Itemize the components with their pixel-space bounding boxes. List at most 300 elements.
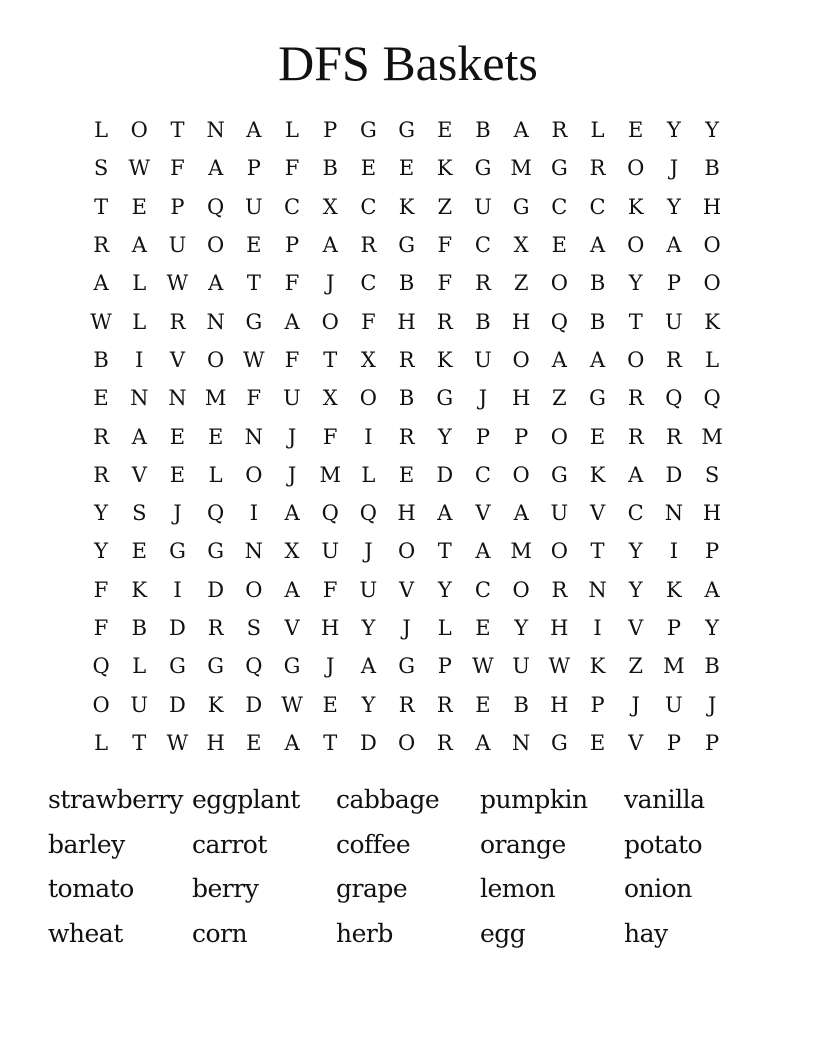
grid-letter: U	[474, 347, 492, 372]
grid-letter: Y	[705, 616, 720, 640]
grid-letter: E	[246, 730, 262, 755]
grid-letter: A	[208, 271, 224, 296]
grid-letter: H	[511, 309, 531, 334]
grid-letter: C	[360, 194, 377, 219]
grid-letter: P	[246, 156, 261, 181]
grid-letter: N	[206, 309, 225, 334]
grid-row	[82, 302, 732, 340]
grid-letter: F	[361, 309, 376, 334]
grid-letter: T	[590, 539, 605, 564]
grid-letter: Y	[94, 501, 109, 526]
grid-letter: D	[359, 730, 377, 755]
grid-letter: L	[361, 462, 376, 487]
grid-letter: E	[589, 424, 606, 449]
grid-letter: N	[664, 501, 684, 526]
grid-letter: A	[284, 730, 300, 755]
grid-letter: Y	[628, 271, 643, 296]
grid-letter: M	[701, 424, 723, 449]
grid-letter: J	[326, 654, 335, 679]
grid-letter: F	[246, 386, 262, 411]
grid-letter: W	[548, 654, 571, 679]
page-title: DFS Baskets	[278, 35, 538, 91]
word-list-item: herb	[336, 918, 393, 948]
grid-row	[82, 111, 732, 149]
grid-letter: W	[128, 156, 151, 181]
grid-letter: I	[669, 539, 679, 564]
grid-row	[82, 149, 732, 187]
grid-letter: G	[512, 194, 530, 219]
grid-letter: E	[93, 386, 109, 411]
word-list-item: egg	[480, 918, 526, 948]
grid-letter: R	[666, 347, 682, 372]
grid-letter: E	[589, 730, 606, 755]
grid-letter: Y	[666, 194, 681, 219]
grid-letter: U	[244, 194, 263, 219]
grid-row	[82, 571, 732, 609]
grid-letter: E	[131, 194, 147, 219]
grid-letter: O	[359, 386, 378, 411]
grid-letter: O	[703, 271, 721, 296]
grid-letter: Y	[437, 424, 452, 449]
grid-letter: D	[245, 692, 263, 717]
grid-letter: Q	[245, 654, 263, 679]
grid-letter: O	[550, 271, 568, 296]
grid-letter: L	[208, 462, 223, 487]
grid-letter: I	[364, 424, 373, 449]
grid-letter: O	[397, 539, 416, 564]
grid-letter: A	[360, 654, 376, 679]
grid-letter: R	[360, 233, 377, 258]
grid-letter: K	[666, 577, 682, 602]
grid-letter: J	[707, 692, 717, 717]
grid-letter: K	[589, 462, 606, 487]
grid-letter: N	[130, 386, 149, 411]
grid-letter: Y	[94, 539, 109, 564]
grid-letter: I	[593, 616, 602, 640]
grid-letter: C	[474, 577, 491, 602]
grid-row	[82, 647, 732, 685]
grid-letter: A	[284, 501, 300, 526]
grid-letter: R	[436, 692, 453, 717]
word-list-item: eggplant	[192, 785, 300, 814]
word-list-item: grape	[336, 874, 408, 903]
grid-letter: Z	[437, 194, 453, 219]
grid-letter: R	[475, 271, 491, 296]
grid-letter: L	[94, 730, 109, 755]
grid-letter: N	[244, 539, 264, 564]
word-list	[48, 778, 768, 956]
grid-letter: Q	[550, 309, 568, 334]
grid-letter: P	[323, 118, 338, 143]
grid-letter: O	[512, 462, 530, 487]
grid-letter: B	[513, 692, 529, 717]
grid-letter: K	[398, 194, 415, 219]
grid-letter: N	[511, 730, 531, 755]
grid-letter: O	[627, 233, 645, 258]
grid-letter: O	[512, 577, 530, 602]
grid-letter: E	[207, 424, 224, 449]
grid-letter: O	[550, 539, 568, 564]
grid-letter: R	[398, 347, 415, 372]
grid-letter: O	[703, 233, 721, 258]
grid-letter: H	[511, 386, 531, 411]
grid-letter: B	[398, 386, 415, 411]
grid-letter: F	[437, 271, 453, 296]
grid-letter: T	[437, 539, 452, 564]
grid-letter: F	[322, 424, 338, 449]
grid-letter: P	[705, 730, 720, 755]
grid-letter: S	[246, 616, 262, 640]
grid-letter: J	[669, 156, 679, 181]
grid-letter: Q	[207, 501, 225, 526]
grid-letter: C	[360, 271, 377, 296]
word-list-item: cabbage	[336, 785, 440, 814]
grid-letter: G	[169, 539, 186, 564]
grid-letter: J	[173, 501, 182, 526]
word-list-item: orange	[480, 829, 566, 859]
grid-letter: Y	[628, 577, 643, 602]
grid-letter: G	[474, 156, 492, 181]
grid-row	[82, 532, 732, 570]
grid-letter: A	[208, 156, 224, 181]
grid-letter: A	[704, 577, 720, 602]
grid-letter: F	[170, 156, 185, 181]
grid-letter: F	[437, 233, 453, 258]
grid-letter: O	[550, 424, 568, 449]
grid-letter: M	[510, 539, 532, 564]
grid-letter: N	[244, 424, 264, 449]
grid-letter: O	[92, 692, 110, 717]
grid-letter: E	[475, 616, 491, 640]
grid-letter: O	[397, 730, 416, 755]
grid-letter: W	[166, 730, 189, 755]
grid-letter: B	[704, 654, 720, 679]
grid-letter: E	[437, 118, 453, 143]
grid-row	[82, 226, 732, 264]
grid-letter: T	[132, 730, 147, 755]
grid-letter: H	[321, 616, 340, 640]
grid-letter: M	[319, 462, 341, 487]
grid-letter: V	[628, 616, 644, 640]
grid-letter: O	[321, 309, 339, 334]
grid-letter: B	[93, 347, 109, 372]
grid-letter: N	[168, 386, 187, 411]
grid-letter: K	[436, 156, 453, 181]
letter-grid	[82, 111, 732, 762]
grid-letter: A	[551, 347, 567, 372]
grid-letter: U	[321, 539, 340, 564]
grid-letter: F	[284, 156, 300, 181]
grid-letter: V	[284, 616, 300, 640]
word-list-item: tomato	[48, 874, 134, 903]
grid-letter: W	[472, 654, 494, 679]
grid-row	[82, 685, 732, 723]
grid-letter: H	[550, 692, 569, 717]
grid-letter: H	[397, 309, 416, 334]
grid-letter: E	[398, 462, 415, 487]
word-list-item: onion	[624, 874, 692, 903]
grid-letter: Z	[628, 654, 644, 679]
grid-letter: P	[705, 539, 720, 564]
grid-letter: K	[207, 692, 224, 717]
grid-letter: O	[627, 347, 645, 372]
grid-letter: A	[666, 233, 682, 258]
grid-letter: D	[436, 462, 454, 487]
grid-letter: W	[166, 271, 189, 296]
word-list-item: berry	[192, 874, 259, 903]
grid-letter: P	[284, 233, 300, 258]
grid-letter: R	[398, 692, 415, 717]
grid-letter: O	[207, 233, 225, 258]
grid-letter: D	[207, 577, 225, 602]
grid-letter: Y	[628, 539, 643, 564]
grid-letter: A	[475, 730, 491, 755]
grid-letter: U	[130, 692, 149, 717]
grid-letter: G	[207, 654, 225, 679]
grid-letter: U	[665, 692, 683, 717]
word-list-item: strawberry	[48, 785, 183, 814]
grid-letter: K	[627, 194, 644, 219]
grid-letter: R	[169, 309, 186, 334]
grid-row	[82, 494, 732, 532]
grid-letter: F	[93, 616, 109, 640]
grid-letter: G	[169, 654, 186, 679]
grid-letter: R	[551, 577, 568, 602]
grid-letter: I	[173, 577, 182, 602]
grid-letter: D	[169, 692, 186, 717]
grid-letter: U	[665, 309, 683, 334]
grid-letter: E	[246, 233, 262, 258]
grid-letter: U	[474, 194, 492, 219]
grid-letter: F	[93, 577, 109, 602]
grid-letter: A	[628, 462, 644, 487]
grid-letter: W	[281, 692, 303, 717]
grid-letter: H	[206, 730, 225, 755]
grid-letter: B	[322, 156, 338, 181]
grid-letter: P	[666, 616, 681, 640]
grid-letter: G	[550, 730, 568, 755]
word-list-item: wheat	[48, 918, 123, 948]
grid-letter: G	[398, 118, 415, 143]
grid-letter: R	[398, 424, 415, 449]
grid-letter: L	[437, 616, 452, 640]
grid-letter: P	[475, 424, 491, 449]
grid-letter: X	[322, 194, 338, 219]
grid-letter: C	[589, 194, 606, 219]
grid-letter: R	[627, 386, 644, 411]
grid-letter: A	[284, 309, 300, 334]
grid-letter: O	[130, 118, 148, 143]
grid-letter: X	[513, 233, 529, 258]
grid-letter: R	[93, 424, 109, 449]
grid-letter: A	[437, 501, 453, 526]
grid-letter: G	[245, 309, 263, 334]
grid-letter: Y	[705, 118, 720, 143]
grid-letter: G	[207, 539, 225, 564]
grid-letter: A	[93, 271, 109, 296]
word-list-item: vanilla	[624, 785, 705, 814]
grid-row	[82, 724, 732, 762]
word-list-item: barley	[48, 829, 125, 859]
grid-row	[82, 264, 732, 302]
grid-letter: A	[131, 424, 147, 449]
grid-letter: L	[590, 118, 605, 143]
grid-letter: E	[398, 156, 415, 181]
grid-letter: R	[93, 233, 109, 258]
grid-letter: W	[90, 309, 112, 334]
grid-row	[82, 341, 732, 379]
grid-letter: E	[475, 692, 491, 717]
grid-letter: Y	[666, 118, 681, 143]
grid-letter: Q	[321, 501, 339, 526]
word-list-item: corn	[192, 918, 248, 948]
grid-letter: E	[169, 462, 186, 487]
grid-letter: R	[93, 462, 109, 487]
grid-letter: Q	[359, 501, 378, 526]
grid-letter: L	[132, 309, 147, 334]
grid-letter: D	[665, 462, 683, 487]
grid-letter: U	[168, 233, 187, 258]
grid-letter: U	[283, 386, 301, 411]
grid-letter: U	[359, 577, 378, 602]
grid-letter: C	[627, 501, 644, 526]
grid-row	[82, 456, 732, 494]
grid-letter: Q	[703, 386, 721, 411]
grid-letter: L	[132, 271, 147, 296]
grid-letter: J	[631, 692, 640, 717]
grid-letter: J	[364, 539, 373, 564]
word-list-item: potato	[624, 829, 703, 859]
word-list-item: pumpkin	[480, 785, 588, 814]
grid-letter: B	[475, 118, 491, 143]
grid-letter: A	[131, 233, 147, 258]
grid-letter: R	[551, 118, 568, 143]
grid-letter: S	[132, 501, 147, 526]
grid-row	[82, 609, 732, 647]
grid-letter: R	[627, 424, 644, 449]
grid-letter: E	[628, 118, 644, 143]
grid-letter: B	[589, 271, 606, 296]
grid-letter: L	[705, 347, 720, 372]
grid-letter: K	[131, 577, 148, 602]
grid-letter: R	[589, 156, 606, 181]
grid-letter: B	[131, 616, 147, 640]
grid-letter: F	[322, 577, 338, 602]
grid-letter: O	[207, 347, 225, 372]
grid-letter: T	[323, 730, 338, 755]
grid-letter: S	[704, 462, 720, 487]
grid-letter: H	[550, 616, 569, 640]
grid-row	[82, 417, 732, 455]
grid-letter: O	[512, 347, 530, 372]
grid-letter: Q	[665, 386, 683, 411]
grid-letter: L	[132, 654, 147, 679]
grid-letter: C	[551, 194, 568, 219]
grid-letter: P	[437, 654, 452, 679]
grid-letter: E	[322, 692, 338, 717]
grid-letter: G	[283, 654, 301, 679]
grid-letter: B	[589, 309, 606, 334]
grid-letter: T	[170, 118, 185, 143]
grid-letter: F	[284, 347, 300, 372]
grid-letter: C	[283, 194, 301, 219]
grid-letter: A	[475, 539, 491, 564]
grid-letter: G	[550, 156, 568, 181]
grid-letter: P	[514, 424, 529, 449]
grid-letter: J	[326, 271, 335, 296]
word-list-item: hay	[624, 918, 668, 948]
grid-letter: Y	[361, 692, 376, 717]
grid-letter: G	[589, 386, 606, 411]
grid-letter: T	[94, 194, 109, 219]
word-list-item: coffee	[336, 829, 411, 859]
grid-letter: Q	[92, 654, 110, 679]
grid-letter: V	[399, 577, 415, 602]
grid-letter: K	[436, 347, 453, 372]
grid-letter: O	[245, 577, 263, 602]
grid-letter: A	[284, 577, 300, 602]
grid-letter: E	[169, 424, 186, 449]
grid-letter: S	[93, 156, 109, 181]
grid-letter: G	[360, 118, 377, 143]
grid-letter: T	[246, 271, 261, 296]
grid-letter: X	[360, 347, 376, 372]
grid-letter: M	[510, 156, 532, 181]
grid-letter: G	[436, 386, 454, 411]
grid-letter: I	[249, 501, 258, 526]
grid-letter: B	[704, 156, 720, 181]
grid-letter: C	[474, 462, 491, 487]
grid-letter: G	[398, 654, 415, 679]
grid-letter: I	[135, 347, 144, 372]
grid-letter: R	[436, 730, 453, 755]
grid-letter: J	[478, 386, 488, 411]
grid-letter: E	[551, 233, 568, 258]
grid-letter: V	[169, 347, 186, 372]
grid-letter: R	[207, 616, 224, 640]
grid-letter: V	[589, 501, 606, 526]
grid-letter: O	[245, 462, 263, 487]
grid-letter: P	[666, 271, 681, 296]
grid-letter: M	[204, 386, 227, 411]
grid-letter: P	[590, 692, 605, 717]
grid-letter: P	[170, 194, 185, 219]
grid-letter: Y	[437, 577, 452, 602]
grid-letter: T	[628, 309, 643, 334]
grid-letter: F	[284, 271, 300, 296]
grid-letter: A	[589, 347, 606, 372]
grid-letter: Z	[513, 271, 529, 296]
grid-letter: H	[702, 194, 722, 219]
grid-row	[82, 379, 732, 417]
grid-letter: G	[550, 462, 568, 487]
grid-letter: A	[513, 118, 529, 143]
grid-letter: V	[628, 730, 644, 755]
grid-row	[82, 188, 732, 226]
grid-letter: J	[287, 462, 297, 487]
grid-letter: L	[94, 118, 109, 143]
grid-letter: N	[588, 577, 607, 602]
word-list-item: lemon	[480, 874, 556, 903]
grid-letter: G	[398, 233, 415, 258]
grid-letter: U	[550, 501, 569, 526]
grid-letter: J	[287, 424, 297, 449]
grid-letter: Y	[361, 616, 376, 640]
grid-letter: R	[666, 424, 682, 449]
grid-letter: M	[663, 654, 685, 679]
grid-letter: X	[322, 386, 338, 411]
grid-letter: A	[246, 118, 262, 143]
